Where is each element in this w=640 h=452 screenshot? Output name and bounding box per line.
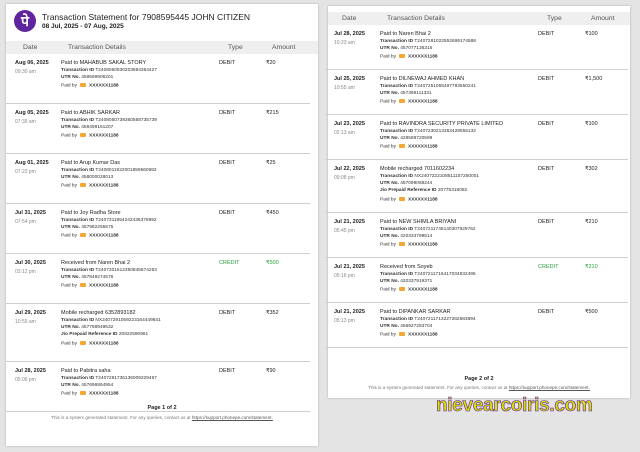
utr-number: 420333799514 xyxy=(400,234,433,239)
paid-by-account: XXXXXX1188 xyxy=(89,133,119,139)
paid-by-line xyxy=(380,242,438,247)
transaction-amount: ₹90 xyxy=(266,368,276,374)
transaction-id-label: Transaction ID xyxy=(61,268,95,273)
transaction-amount: ₹215 xyxy=(266,110,279,116)
transaction-description: Paid to Naren Bhai 2 xyxy=(380,31,431,37)
transaction-description: Mobile recharged 6352893182 xyxy=(61,310,136,316)
paid-by-account: XXXXXX1188 xyxy=(89,233,119,239)
transaction-id-line xyxy=(61,376,157,381)
utr-line xyxy=(61,275,113,280)
transaction-type: DEBIT xyxy=(219,210,236,216)
paid-by-label: Paid by xyxy=(380,242,396,248)
transaction-time: 07:22 pm xyxy=(15,169,36,175)
transaction-time: 09:08 pm xyxy=(334,175,355,181)
transaction-id-label: Transaction ID xyxy=(380,129,414,134)
transaction-date: Jul 25, 2025 xyxy=(334,76,365,82)
paid-by-line xyxy=(380,54,438,59)
transaction-id-label: Transaction ID xyxy=(61,68,95,73)
paid-by-label: Paid by xyxy=(61,133,77,139)
watermark: nievearcoiris.com xyxy=(436,395,593,416)
transaction-id-line xyxy=(61,268,157,273)
paid-by-label: Paid by xyxy=(61,283,77,289)
transaction-id: T2407311954242436378992 xyxy=(95,218,157,223)
bank-icon xyxy=(80,183,86,187)
jio-label: Jio Prepaid Reference ID xyxy=(61,332,118,337)
transaction-amount: ₹25 xyxy=(266,160,276,166)
transaction-id: T2408050739360568735739 xyxy=(95,118,157,123)
bank-icon xyxy=(80,391,86,395)
transaction-time: 05:16 pm xyxy=(334,273,355,279)
utr-label: UTR No. xyxy=(61,125,80,130)
utr-label: UTR No. xyxy=(380,324,399,329)
transaction-row xyxy=(6,304,310,362)
transaction-amount: ₹450 xyxy=(266,210,279,216)
jio-reference-line xyxy=(380,188,467,193)
transaction-description: Paid to Arup Kumar Das xyxy=(61,160,121,166)
transaction-id-line xyxy=(61,118,157,123)
transaction-id-label: Transaction ID xyxy=(61,318,95,323)
footer-text: This is a system generated statement. For any queries, contact us at xyxy=(368,385,508,390)
transaction-description: Paid to Joy Radha Store xyxy=(61,210,121,216)
transaction-id-line xyxy=(380,272,476,277)
transaction-type: DEBIT xyxy=(219,160,236,166)
transaction-row xyxy=(6,254,310,304)
transaction-description: Received from Naren Bhai 2 xyxy=(61,260,131,266)
transaction-id-label: Transaction ID xyxy=(61,376,95,381)
transaction-id-line xyxy=(61,218,157,223)
bank-icon xyxy=(399,144,405,148)
paid-by-label: Paid by xyxy=(61,83,77,89)
transaction-id: T2408011922001859560682 xyxy=(95,168,157,173)
transaction-time: 02:13 am xyxy=(334,130,355,136)
transaction-type: DEBIT xyxy=(219,368,236,374)
paid-by-label: Paid by xyxy=(380,144,396,150)
paid-by-account: XXXXXX1188 xyxy=(408,197,438,203)
transaction-amount: ₹210 xyxy=(585,219,598,225)
transaction-row xyxy=(325,25,628,70)
transaction-id-line xyxy=(380,174,479,179)
column-details: Transaction Details xyxy=(68,44,126,51)
transaction-date: Jul 31, 2025 xyxy=(15,210,46,216)
utr-label: UTR No. xyxy=(380,136,399,141)
transaction-type: DEBIT xyxy=(219,60,236,66)
paid-by-label: Paid by xyxy=(61,183,77,189)
transaction-amount: ₹500 xyxy=(266,260,279,266)
transaction-time: 10:59 am xyxy=(15,319,36,325)
statement-footer xyxy=(6,415,318,420)
paid-by-account: XXXXXX1188 xyxy=(408,99,438,105)
transaction-id: T2407211745140307929762 xyxy=(414,227,476,232)
transaction-type: DEBIT xyxy=(538,121,555,127)
paid-by-account: XXXXXX1188 xyxy=(408,332,438,338)
paid-by-account: XXXXXX1188 xyxy=(408,144,438,150)
table-header xyxy=(328,12,630,25)
transaction-id: T2407281022552699174588 xyxy=(414,39,476,44)
transaction-id-line xyxy=(380,84,476,89)
statement-title: Transaction Statement for 7908595445 JOHN CITIZEN xyxy=(42,12,251,22)
utr-line xyxy=(61,175,113,180)
utr-label: UTR No. xyxy=(380,46,399,51)
transaction-time: 05:13 pm xyxy=(334,318,355,324)
transaction-amount: ₹1,500 xyxy=(585,76,603,82)
paid-by-account: XXXXXX1188 xyxy=(89,341,119,347)
jio-label: Jio Prepaid Reference ID xyxy=(380,188,437,193)
statement-page-1 xyxy=(6,4,318,446)
transaction-id-label: Transaction ID xyxy=(380,39,414,44)
paid-by-label: Paid by xyxy=(380,99,396,105)
transaction-id-line xyxy=(380,227,476,232)
utr-number: 458000028013 xyxy=(81,175,114,180)
paid-by-label: Paid by xyxy=(380,287,396,293)
transaction-time: 05:06 pm xyxy=(15,377,36,383)
transaction-description: Paid to MAHABUB SAKAL STORY xyxy=(61,60,147,66)
utr-number: 457849274576 xyxy=(81,275,114,280)
statement-footer xyxy=(328,385,630,390)
utr-number: 457077136315 xyxy=(400,46,433,51)
utr-number: 420337919371 xyxy=(400,279,433,284)
transaction-row xyxy=(325,160,628,213)
column-type: Type xyxy=(547,15,562,22)
transaction-id-label: Transaction ID xyxy=(380,227,414,232)
paid-by-account: XXXXXX1188 xyxy=(408,287,438,293)
transaction-date: Aug 06, 2025 xyxy=(15,60,49,66)
column-details: Transaction Details xyxy=(387,15,445,22)
transaction-amount: ₹100 xyxy=(585,121,598,127)
jio-reference: 20822590961 xyxy=(118,332,149,337)
column-amount: Amount xyxy=(591,15,615,22)
transaction-id: NX2407291059223164449841 xyxy=(95,318,161,323)
transaction-date: Jul 23, 2025 xyxy=(334,121,365,127)
paid-by-line xyxy=(380,99,438,104)
transaction-type: DEBIT xyxy=(538,166,555,172)
bank-icon xyxy=(399,332,405,336)
transaction-id-line xyxy=(380,39,476,44)
transaction-row xyxy=(6,204,310,254)
utr-line xyxy=(380,181,432,186)
page-number: Page 2 of 2 xyxy=(464,376,494,382)
transaction-description: Mobile recharged 7011602234 xyxy=(380,166,455,172)
utr-label: UTR No. xyxy=(380,234,399,239)
transaction-id: T2407211716417034832495 xyxy=(414,272,476,277)
column-type: Type xyxy=(228,44,243,51)
bank-icon xyxy=(80,341,86,345)
phonepe-logo-icon: पे xyxy=(14,10,36,32)
transaction-amount: ₹100 xyxy=(585,31,598,37)
transaction-row xyxy=(325,115,628,160)
transaction-date: Jul 28, 2025 xyxy=(334,31,365,37)
jio-reference: 20775318082 xyxy=(437,188,468,193)
transaction-type: DEBIT xyxy=(219,110,236,116)
bank-icon xyxy=(80,133,86,137)
utr-number: 457962255575 xyxy=(81,225,114,230)
transaction-id-line xyxy=(380,129,476,134)
transaction-time: 05:45 pm xyxy=(334,228,355,234)
utr-label: UTR No. xyxy=(61,225,80,230)
paid-by-line xyxy=(380,287,438,292)
transaction-amount: ₹352 xyxy=(266,310,279,316)
paid-by-line xyxy=(61,233,119,238)
transaction-amount: ₹210 xyxy=(585,264,598,270)
utr-number: 458499161207 xyxy=(81,125,114,130)
transaction-id: T2408060930203894364427 xyxy=(95,68,157,73)
utr-line xyxy=(61,125,113,130)
transaction-type: CREDIT xyxy=(538,264,559,270)
utr-line xyxy=(380,136,432,141)
transaction-id: T2407281736136009329467 xyxy=(95,376,157,381)
transaction-row xyxy=(6,154,310,204)
transaction-id: T2407230213353428555132 xyxy=(414,129,476,134)
transaction-id-label: Transaction ID xyxy=(380,317,414,322)
paid-by-line xyxy=(61,83,119,88)
utr-line xyxy=(380,279,432,284)
statement-period: 08 Jul, 2025 - 07 Aug, 2025 xyxy=(42,23,124,30)
paid-by-line xyxy=(380,144,438,149)
transaction-time: 07:39 am xyxy=(15,119,36,125)
transaction-row xyxy=(325,213,628,258)
table-header xyxy=(6,41,318,54)
paid-by-line xyxy=(61,183,119,188)
transaction-time: 07:54 pm xyxy=(15,219,36,225)
transaction-date: Aug 05, 2025 xyxy=(15,110,49,116)
paid-by-account: XXXXXX1188 xyxy=(89,183,119,189)
transaction-date: Jul 21, 2025 xyxy=(334,309,365,315)
paid-by-account: XXXXXX1188 xyxy=(408,242,438,248)
transaction-date: Jul 29, 2025 xyxy=(15,310,46,316)
transaction-time: 10:55 am xyxy=(334,85,355,91)
transaction-id-line xyxy=(61,318,161,323)
paid-by-line xyxy=(380,197,438,202)
paid-by-label: Paid by xyxy=(380,54,396,60)
utr-number: 457696864954 xyxy=(81,383,114,388)
transaction-type: DEBIT xyxy=(538,76,555,82)
transaction-time: 03:12 pm xyxy=(15,269,36,275)
transaction-amount: ₹302 xyxy=(585,166,598,172)
transaction-id: T2407251055497793550241 xyxy=(414,84,476,89)
transaction-date: Jul 22, 2025 xyxy=(334,166,365,172)
support-link[interactable]: https://support.phonepe.com/statement. xyxy=(508,385,590,390)
utr-label: UTR No. xyxy=(380,279,399,284)
transaction-row xyxy=(6,54,310,104)
utr-line xyxy=(61,75,113,80)
transaction-amount: ₹500 xyxy=(585,309,598,315)
transaction-description: Paid to Pabitra saha xyxy=(61,368,111,374)
footer-text: This is a system generated statement. For any queries, contact us at xyxy=(51,415,191,420)
utr-line xyxy=(61,383,113,388)
bank-icon xyxy=(80,233,86,237)
transaction-time: 10:23 am xyxy=(334,40,355,46)
support-link[interactable]: https://support.phonepe.com/statement. xyxy=(191,415,273,420)
utr-line xyxy=(380,46,432,51)
utr-line xyxy=(61,225,113,230)
utr-number: 457099088244 xyxy=(400,181,433,186)
transaction-id-line xyxy=(380,317,476,322)
transaction-id-label: Transaction ID xyxy=(61,118,95,123)
transaction-id-line xyxy=(61,168,157,173)
transaction-description: Paid to ABHIK SARKAR xyxy=(61,110,120,116)
column-amount: Amount xyxy=(272,44,296,51)
paid-by-account: XXXXXX1188 xyxy=(89,83,119,89)
transaction-id-label: Transaction ID xyxy=(380,272,414,277)
paid-by-account: XXXXXX1188 xyxy=(89,283,119,289)
bank-icon xyxy=(399,287,405,291)
paid-by-line xyxy=(380,332,438,337)
transaction-id-label: Transaction ID xyxy=(380,174,414,179)
transaction-date: Jul 28, 2025 xyxy=(15,368,46,374)
transaction-type: DEBIT xyxy=(538,309,555,315)
transaction-id: T2407301512350845674263 xyxy=(95,268,157,273)
transaction-list xyxy=(325,25,628,348)
paid-by-label: Paid by xyxy=(380,332,396,338)
bank-icon xyxy=(80,283,86,287)
paid-by-label: Paid by xyxy=(380,197,396,203)
transaction-id: T2407211713227282683894 xyxy=(414,317,476,322)
transaction-description: Received from Soyeb xyxy=(380,264,433,270)
transaction-row xyxy=(325,303,628,348)
utr-number: 457399111331 xyxy=(400,91,432,96)
utr-number: 457768949532 xyxy=(81,325,114,330)
utr-line xyxy=(380,91,432,96)
transaction-type: DEBIT xyxy=(538,219,555,225)
transaction-id-line xyxy=(61,68,157,73)
transaction-row xyxy=(6,104,310,154)
bank-icon xyxy=(399,99,405,103)
transaction-description: Paid to NEW SHIMLA BRIYANI xyxy=(380,219,457,225)
paid-by-label: Paid by xyxy=(61,233,77,239)
transaction-time: 09:30 am xyxy=(15,69,36,75)
paid-by-line xyxy=(61,133,119,138)
utr-line xyxy=(380,234,432,239)
page-number: Page 1 of 2 xyxy=(147,405,177,411)
transaction-description: Paid to DILNEWAJ AHMED KHAN xyxy=(380,76,465,82)
column-date: Date xyxy=(23,44,38,51)
utr-label: UTR No. xyxy=(61,75,80,80)
statement-header xyxy=(14,10,310,36)
paid-by-account: XXXXXX1188 xyxy=(408,54,438,60)
transaction-description: Paid to DIPANKAR SARKAR xyxy=(380,309,451,315)
utr-label: UTR No. xyxy=(61,275,80,280)
transaction-type: CREDIT xyxy=(219,260,240,266)
transaction-date: Jul 21, 2025 xyxy=(334,264,365,270)
column-date: Date xyxy=(342,15,357,22)
paid-by-label: Paid by xyxy=(61,341,77,347)
jio-reference-line xyxy=(61,332,148,337)
transaction-type: DEBIT xyxy=(219,310,236,316)
paid-by-line xyxy=(61,283,119,288)
transaction-id-label: Transaction ID xyxy=(61,218,95,223)
utr-line xyxy=(61,325,113,330)
statement-page-2 xyxy=(328,6,630,398)
paid-by-label: Paid by xyxy=(61,391,77,397)
transaction-amount: ₹20 xyxy=(266,60,276,66)
utr-number: 428588720599 xyxy=(400,136,433,141)
transaction-date: Jul 21, 2025 xyxy=(334,219,365,225)
transaction-row xyxy=(325,70,628,115)
bank-icon xyxy=(399,197,405,201)
utr-label: UTR No. xyxy=(380,91,399,96)
utr-number: 456927283704 xyxy=(400,324,433,329)
utr-label: UTR No. xyxy=(380,181,399,186)
utr-label: UTR No. xyxy=(61,325,80,330)
transaction-description: Paid to RAVINDRA SECURITY PRIVATE LIMITED xyxy=(380,121,504,127)
paid-by-account: XXXXXX1188 xyxy=(89,391,119,397)
transaction-list xyxy=(6,54,310,412)
bank-icon xyxy=(399,54,405,58)
bank-icon xyxy=(80,83,86,87)
transaction-row xyxy=(325,258,628,303)
paid-by-line xyxy=(61,391,119,396)
transaction-id-label: Transaction ID xyxy=(61,168,95,173)
utr-number: 458599906201 xyxy=(81,75,114,80)
transaction-type: DEBIT xyxy=(538,31,555,37)
utr-label: UTR No. xyxy=(61,383,80,388)
utr-line xyxy=(380,324,432,329)
utr-label: UTR No. xyxy=(61,175,80,180)
transaction-id: NX2407222108511157250001 xyxy=(414,174,480,179)
paid-by-line xyxy=(61,341,119,346)
transaction-date: Jul 30, 2025 xyxy=(15,260,46,266)
transaction-id-label: Transaction ID xyxy=(380,84,414,89)
bank-icon xyxy=(399,242,405,246)
transaction-date: Aug 01, 2025 xyxy=(15,160,49,166)
